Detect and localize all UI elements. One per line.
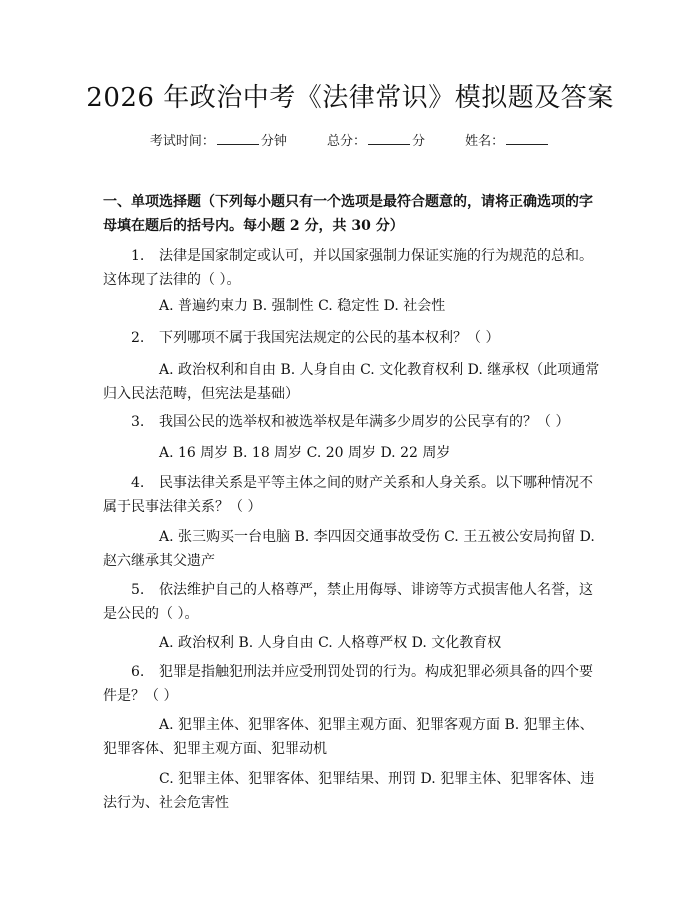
question-1-options <box>103 294 600 318</box>
question-6-options-1 <box>103 713 600 761</box>
student-name-label: 姓名： <box>465 134 505 149</box>
question-options: A. 政治权利和自由 B. 人身自由 C. 文化教育权利 D. 继承权（此项通常归入民法范畴，但宪法是基础） <box>103 362 600 402</box>
question-text: 法律是国家制定或认可，并以国家强制力保证实施的行为规范的总和。这体现了法律的（ ）。 <box>103 248 593 288</box>
question-number: 6. <box>131 664 145 680</box>
question-1 <box>103 244 600 292</box>
question-options: A. 16 周岁 B. 18 周岁 C. 20 周岁 D. 22 周岁 <box>159 445 451 461</box>
question-6-options-2 <box>103 767 600 815</box>
question-2-options <box>103 358 600 406</box>
question-4-options <box>103 525 600 573</box>
total-score-label: 总分： <box>326 134 366 149</box>
question-options: A. 犯罪主体、犯罪客体、犯罪主观方面、犯罪客观方面 B. 犯罪主体、犯罪客体、犯罪主观方面、犯罪动机 <box>103 717 594 757</box>
question-text: 民事法律关系是平等主体之间的财产关系和人身关系。以下哪种情况不属于民事法律关系？（ ） <box>103 475 593 515</box>
section-heading: 一、单项选择题（下列每小题只有一个选项是最符合题意的，请将正确选项的字母填在题后的括号内。每小题 2 分，共 30 分） <box>103 194 593 234</box>
question-options: A. 普遍约束力 B. 强制性 C. 稳定性 D. 社会性 <box>159 298 446 314</box>
question-number: 3. <box>131 414 145 430</box>
question-text: 依法维护自己的人格尊严，禁止用侮辱、诽谤等方式损害他人名誉，这是公民的（ ）。 <box>103 582 593 622</box>
total-score-blank <box>368 130 410 145</box>
question-options: A. 张三购买一台电脑 B. 李四因交通事故受伤 C. 王五被公安局拘留 D. 赵六继承其父遗产 <box>103 529 595 569</box>
exam-time-unit: 分钟 <box>260 134 287 149</box>
question-number: 4. <box>131 475 145 491</box>
question-3-options <box>103 441 600 465</box>
question-stem <box>103 660 600 708</box>
question-4 <box>103 471 600 519</box>
question-3 <box>103 410 600 434</box>
question-text: 下列哪项不属于我国宪法规定的公民的基本权利？（ ） <box>159 330 500 346</box>
total-score <box>327 134 429 149</box>
exam-time <box>150 134 291 149</box>
question-text: 我国公民的选举权和被选举权是年满多少周岁的公民享有的？（ ） <box>159 414 570 430</box>
question-stem <box>103 578 600 626</box>
question-stem <box>103 471 600 519</box>
student-name-blank <box>506 130 548 145</box>
question-2 <box>103 326 600 350</box>
exam-time-blank <box>217 130 259 145</box>
question-6 <box>103 660 600 708</box>
question-text: 犯罪是指触犯刑法并应受刑罚处罚的行为。构成犯罪必须具备的四个要件是？（ ） <box>103 664 593 704</box>
question-stem <box>103 244 600 292</box>
question-number: 2. <box>131 330 145 346</box>
question-stem <box>103 410 600 434</box>
student-name <box>465 134 550 149</box>
question-options: C. 犯罪主体、犯罪客体、犯罪结果、刑罚 D. 犯罪主体、犯罪客体、违法行为、社会危害性 <box>103 771 595 811</box>
question-number: 1. <box>131 248 145 264</box>
question-5 <box>103 578 600 626</box>
exam-time-label: 考试时间： <box>149 134 215 149</box>
total-score-unit: 分 <box>412 134 426 149</box>
question-options: A. 政治权利 B. 人身自由 C. 人格尊严权 D. 文化教育权 <box>159 635 502 651</box>
question-5-options <box>103 631 600 655</box>
question-stem <box>103 326 600 350</box>
exam-info-line <box>0 130 700 153</box>
page-title: 2026 年政治中考《法律常识》模拟题及答案 <box>86 83 614 113</box>
question-number: 5. <box>131 582 145 598</box>
